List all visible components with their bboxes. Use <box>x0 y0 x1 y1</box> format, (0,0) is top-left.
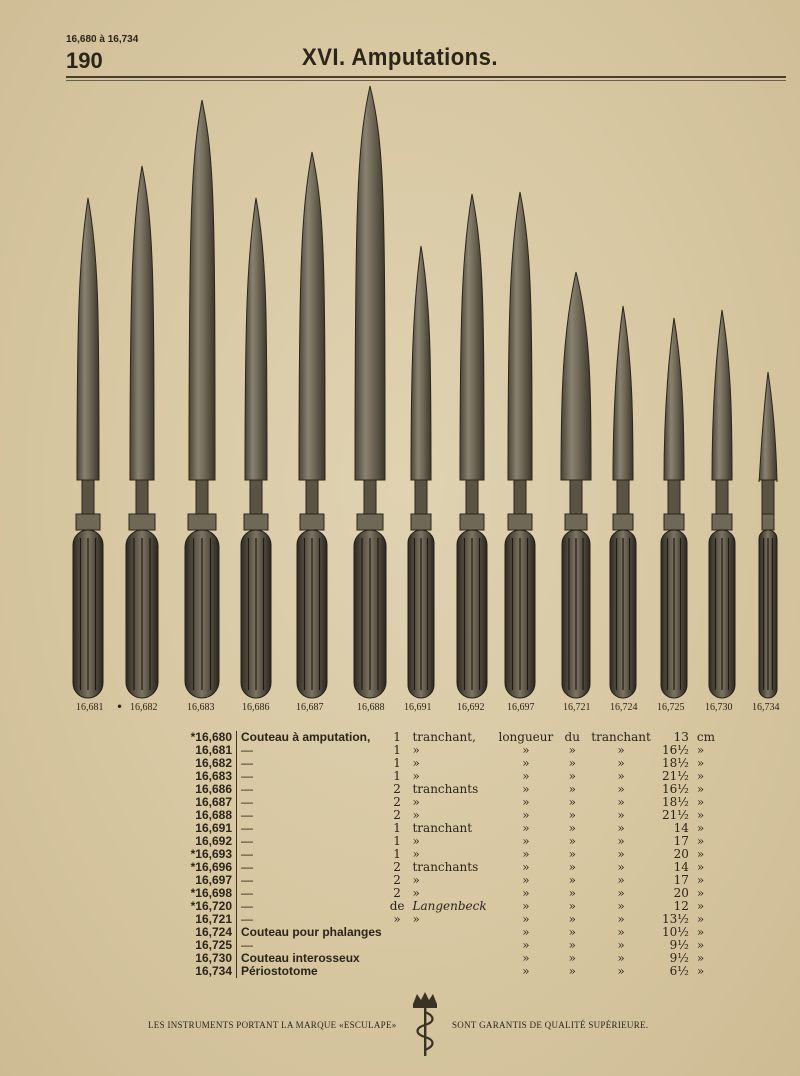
edge-description <box>408 965 494 978</box>
edge-description: » <box>412 756 420 770</box>
ditto-1: » <box>522 795 530 809</box>
item-name: — <box>241 834 253 848</box>
edge-count: 2 <box>393 795 401 809</box>
ditto-2: » <box>568 847 576 861</box>
edge-description: tranchant, <box>412 730 476 744</box>
edge-description: tranchants <box>412 782 479 796</box>
blade-length: 12 <box>673 899 689 913</box>
edge-count: » <box>393 912 401 926</box>
item-number: 16,721 <box>170 913 237 926</box>
ditto-3: » <box>617 912 625 926</box>
knife-ferrule <box>244 514 268 530</box>
length-unit: » <box>696 860 705 874</box>
ditto-2: » <box>568 925 576 939</box>
ditto-2: du <box>564 730 580 744</box>
item-name: — <box>241 782 253 796</box>
knife-bolster <box>514 480 526 514</box>
ditto-3: tranchant <box>591 730 651 744</box>
edge-count: 1 <box>393 769 401 783</box>
edge-count <box>386 952 409 965</box>
knife-drawing <box>73 198 103 698</box>
item-number: 16,683 <box>170 770 237 783</box>
knife-drawing <box>505 192 535 698</box>
ditto-1: » <box>522 925 530 939</box>
blade-length: 21½ <box>661 769 689 783</box>
ditto-3: » <box>617 899 625 913</box>
knife-blade <box>77 198 99 480</box>
knife-bolster <box>306 480 318 514</box>
header-rule <box>66 76 786 78</box>
knife-blade <box>759 372 777 482</box>
blade-length: 6½ <box>669 964 689 978</box>
ditto-2: » <box>568 912 576 926</box>
length-unit: » <box>696 743 705 757</box>
knife-drawing <box>354 86 386 698</box>
ditto-1: » <box>522 912 530 926</box>
knife-label: 16,725 <box>657 702 685 713</box>
item-number: 16,681 <box>170 744 237 757</box>
blade-length: 14 <box>673 821 689 835</box>
length-unit: » <box>696 769 705 783</box>
edge-description: » <box>412 769 420 783</box>
length-unit: » <box>696 938 705 952</box>
length-unit: » <box>696 964 705 978</box>
knife-bolster <box>415 480 427 514</box>
item-number: 16,682 <box>170 757 237 770</box>
knife-bolster <box>570 480 582 514</box>
item-name: — <box>241 821 253 835</box>
ditto-1: » <box>522 782 530 796</box>
edge-description: tranchant <box>412 821 473 835</box>
knife-label: 16,688 <box>357 702 385 713</box>
edge-count: 1 <box>393 743 401 757</box>
knife-bolster <box>196 480 208 514</box>
crowned-caduceus-icon <box>405 990 445 1060</box>
table-row <box>170 965 721 978</box>
edge-description <box>408 939 494 952</box>
knife-blade <box>189 100 215 480</box>
edge-count <box>386 939 409 952</box>
length-unit: » <box>696 756 705 770</box>
ditto-3: » <box>617 782 625 796</box>
ditto-1: » <box>522 834 530 848</box>
knife-drawing <box>709 310 735 698</box>
knife-bolster <box>364 480 376 514</box>
knife-illustration <box>0 80 800 720</box>
ditto-2: » <box>568 769 576 783</box>
edge-description: » <box>412 912 420 926</box>
catalog-number-range: 16,680 à 16,734 <box>66 34 139 45</box>
blade-length: 9½ <box>669 938 689 952</box>
ditto-1: » <box>522 886 530 900</box>
knife-label: 16,730 <box>705 702 733 713</box>
knife-label: 16,681 <box>76 702 104 713</box>
item-number: *16,720 <box>170 900 237 913</box>
edge-description: » <box>412 808 420 822</box>
ditto-1: » <box>522 847 530 861</box>
knife-drawing <box>126 166 158 698</box>
knife-ferrule <box>762 514 774 530</box>
page-number: 190 <box>66 48 103 73</box>
knife-drawing <box>185 100 219 698</box>
ditto-1: » <box>522 938 530 952</box>
ditto-2: » <box>568 964 576 978</box>
edge-count: 1 <box>393 834 401 848</box>
item-name: Couteau à amputation, <box>241 730 371 744</box>
knife-label: 16,691 <box>404 702 432 713</box>
knife-label: 16,687 <box>296 702 324 713</box>
ditto-3: » <box>617 951 625 965</box>
ditto-3: » <box>617 756 625 770</box>
item-name: — <box>241 938 253 952</box>
footer-left-text: LES INSTRUMENTS PORTANT LA MARQUE «ESCULAPE» <box>148 1020 397 1030</box>
knife-label: 16,697 <box>507 702 535 713</box>
ditto-3: » <box>617 925 625 939</box>
knife-label: 16,686 <box>242 702 270 713</box>
knife-label: 16,692 <box>457 702 485 713</box>
edge-count: 2 <box>393 860 401 874</box>
knife-drawing <box>759 372 777 698</box>
edge-description: » <box>412 847 420 861</box>
item-name: — <box>241 808 253 822</box>
knife-label: 16,682 <box>130 702 158 713</box>
knife-label: 16,724 <box>610 702 638 713</box>
footer-right-text: SONT GARANTIS DE QUALITÉ SUPÉRIEURE. <box>452 1020 649 1030</box>
knife-blade <box>613 306 633 480</box>
knife-bolster <box>668 480 680 514</box>
item-number: 16,691 <box>170 822 237 835</box>
length-unit: » <box>696 808 705 822</box>
item-number: 16,687 <box>170 796 237 809</box>
ditto-1: » <box>522 821 530 835</box>
ditto-1: » <box>522 769 530 783</box>
item-name: Couteau pour phalanges <box>241 925 382 939</box>
ditto-2: » <box>568 834 576 848</box>
item-number: 16,725 <box>170 939 237 952</box>
item-name: — <box>241 769 253 783</box>
ditto-2: » <box>568 899 576 913</box>
knife-ferrule <box>460 514 484 530</box>
blade-length: 18½ <box>661 795 689 809</box>
edge-count: 2 <box>393 886 401 900</box>
ditto-1: » <box>522 860 530 874</box>
length-unit: » <box>696 899 705 913</box>
length-unit: » <box>696 873 705 887</box>
knife-drawing <box>610 306 636 698</box>
bullet-mark: • <box>116 700 124 714</box>
ditto-2: » <box>568 808 576 822</box>
blade-length: 10½ <box>661 925 689 939</box>
knife-bolster <box>466 480 478 514</box>
item-number: 16,734 <box>170 965 237 978</box>
blade-length: 13½ <box>661 912 689 926</box>
length-unit: » <box>696 782 705 796</box>
knife-ferrule <box>188 514 216 530</box>
item-number: *16,696 <box>170 861 237 874</box>
ditto-3: » <box>617 847 625 861</box>
blade-length: 13 <box>673 730 689 744</box>
ditto-1: » <box>522 899 530 913</box>
edge-description: » <box>412 886 420 900</box>
knife-drawing <box>561 272 591 698</box>
edge-description <box>408 926 494 939</box>
item-name: — <box>241 873 253 887</box>
item-number: *16,693 <box>170 848 237 861</box>
ditto-2: » <box>568 743 576 757</box>
length-unit: » <box>696 951 705 965</box>
knife-blade <box>508 192 532 480</box>
item-number: *16,698 <box>170 887 237 900</box>
blade-length: 16½ <box>661 782 689 796</box>
knife-blade <box>299 152 325 480</box>
ditto-1: » <box>522 873 530 887</box>
ditto-2: » <box>568 886 576 900</box>
knife-ferrule <box>508 514 532 530</box>
knife-blade <box>664 318 684 480</box>
item-number: 16,697 <box>170 874 237 887</box>
item-name: — <box>241 899 253 913</box>
knife-blade <box>460 194 484 480</box>
edge-count: de <box>389 899 405 913</box>
page-title: XVI. Amputations. <box>302 44 498 71</box>
edge-count <box>386 965 409 978</box>
ditto-3: » <box>617 743 625 757</box>
ditto-3: » <box>617 873 625 887</box>
item-number: *16,680 <box>170 731 237 744</box>
knife-bolster <box>136 480 148 514</box>
edge-description: » <box>412 834 420 848</box>
item-name: — <box>241 886 253 900</box>
knife-bolster <box>82 480 94 514</box>
item-number: 16,730 <box>170 952 237 965</box>
knife-drawing <box>241 198 271 698</box>
ditto-2: » <box>568 756 576 770</box>
item-name: — <box>241 756 253 770</box>
knife-label: 16,721 <box>563 702 591 713</box>
ditto-3: » <box>617 821 625 835</box>
edge-description: tranchants <box>412 860 479 874</box>
length-unit: » <box>696 821 705 835</box>
item-name: — <box>241 847 253 861</box>
knife-blade <box>411 246 431 480</box>
edge-description: » <box>412 795 420 809</box>
knife-ferrule <box>565 514 587 530</box>
length-unit: » <box>696 847 705 861</box>
length-unit: » <box>696 795 705 809</box>
knife-ferrule <box>300 514 324 530</box>
blade-length: 16½ <box>661 743 689 757</box>
ditto-3: » <box>617 795 625 809</box>
knife-bolster <box>762 480 774 514</box>
ditto-1: » <box>522 964 530 978</box>
item-name: Couteau interosseux <box>241 951 360 965</box>
edge-description: » <box>412 743 420 757</box>
edge-count: 2 <box>393 808 401 822</box>
length-unit: » <box>696 912 705 926</box>
edge-description: Langenbeck <box>412 899 487 913</box>
edge-count: 1 <box>393 821 401 835</box>
ditto-2: » <box>568 795 576 809</box>
knife-blade <box>355 86 385 480</box>
knife-blade <box>712 310 732 480</box>
edge-count: 1 <box>393 847 401 861</box>
knife-drawing <box>297 152 327 698</box>
ditto-3: » <box>617 886 625 900</box>
ditto-2: » <box>568 938 576 952</box>
knife-blade <box>245 198 267 480</box>
blade-length: 20 <box>673 886 689 900</box>
item-name: — <box>241 912 253 926</box>
knife-bolster <box>250 480 262 514</box>
edge-description: » <box>412 873 420 887</box>
item-name: — <box>241 743 253 757</box>
item-name: — <box>241 795 253 809</box>
ditto-1: longueur <box>498 730 554 744</box>
ditto-2: » <box>568 951 576 965</box>
length-unit: » <box>696 925 705 939</box>
ditto-2: » <box>568 782 576 796</box>
knife-ferrule <box>411 514 431 530</box>
edge-count <box>386 926 409 939</box>
knife-blade <box>130 166 154 480</box>
ditto-1: » <box>522 808 530 822</box>
blade-length: 17 <box>673 834 689 848</box>
ditto-3: » <box>617 808 625 822</box>
item-number: 16,686 <box>170 783 237 796</box>
edge-count: 1 <box>393 730 401 744</box>
knife-label: 16,683 <box>187 702 215 713</box>
edge-count: 1 <box>393 756 401 770</box>
ditto-1: » <box>522 743 530 757</box>
blade-length: 21½ <box>661 808 689 822</box>
knife-ferrule <box>357 514 383 530</box>
length-unit: cm <box>696 730 715 744</box>
knife-blade <box>561 272 591 480</box>
item-number: 16,724 <box>170 926 237 939</box>
ditto-1: » <box>522 756 530 770</box>
length-unit: » <box>696 886 705 900</box>
ditto-3: » <box>617 769 625 783</box>
edge-count: 2 <box>393 873 401 887</box>
blade-length: 9½ <box>669 951 689 965</box>
ditto-1: » <box>522 951 530 965</box>
ditto-3: » <box>617 860 625 874</box>
ditto-3: » <box>617 834 625 848</box>
knife-ferrule <box>129 514 155 530</box>
edge-count: 2 <box>393 782 401 796</box>
blade-length: 17 <box>673 873 689 887</box>
item-name: Périostotome <box>241 964 318 978</box>
knife-ferrule <box>712 514 732 530</box>
knife-drawing <box>661 318 687 698</box>
item-name: — <box>241 860 253 874</box>
ditto-2: » <box>568 873 576 887</box>
edge-description <box>408 952 494 965</box>
blade-length: 18½ <box>661 756 689 770</box>
ditto-3: » <box>617 938 625 952</box>
specification-table <box>170 731 721 978</box>
knife-drawing <box>408 246 434 698</box>
blade-length: 14 <box>673 860 689 874</box>
knife-label: 16,734 <box>752 702 780 713</box>
knife-bolster <box>617 480 629 514</box>
knife-ferrule <box>76 514 100 530</box>
knife-bolster <box>716 480 728 514</box>
length-unit: » <box>696 834 705 848</box>
ditto-2: » <box>568 821 576 835</box>
item-number: 16,688 <box>170 809 237 822</box>
knife-drawing <box>457 194 487 698</box>
knife-ferrule <box>613 514 633 530</box>
ditto-3: » <box>617 964 625 978</box>
knife-ferrule <box>664 514 684 530</box>
item-number: 16,692 <box>170 835 237 848</box>
blade-length: 20 <box>673 847 689 861</box>
ditto-2: » <box>568 860 576 874</box>
